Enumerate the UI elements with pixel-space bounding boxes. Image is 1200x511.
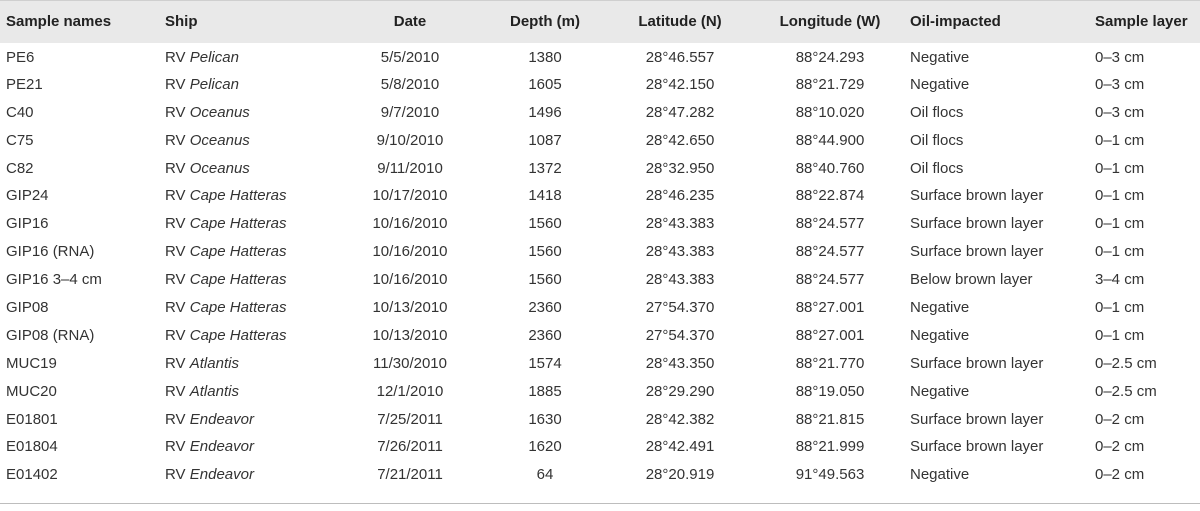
cell-sample-name: C82: [6, 159, 34, 177]
cell-oil-impacted: Surface brown layer: [910, 438, 1044, 456]
cell-oil-impacted: Surface brown layer: [910, 410, 1044, 428]
cell-depth: 1630: [528, 410, 562, 428]
cell-oil-impacted: Oil flocs: [910, 103, 964, 121]
ship-prefix: RV: [165, 326, 186, 344]
cell-date: 11/30/2010: [373, 354, 447, 372]
ship-prefix: RV: [165, 271, 186, 289]
cell-ship: [165, 154, 340, 182]
cell-latitude: 28°42.650: [645, 131, 715, 149]
cell-latitude: 28°20.919: [645, 466, 715, 484]
header-latitude: Latitude (N): [610, 1, 750, 43]
cell-latitude: 28°43.383: [645, 271, 715, 289]
cell-longitude: 88°21.815: [795, 410, 865, 428]
cell-depth: 1560: [528, 271, 562, 289]
cell-ship: [165, 98, 340, 126]
cell-sample-layer: 0–1 cm: [1095, 215, 1145, 233]
header-longitude: Longitude (W): [750, 1, 910, 43]
cell-sample-name: GIP08: [6, 298, 49, 316]
cell-ship: [165, 126, 340, 154]
cell-oil-impacted: Oil flocs: [910, 131, 964, 149]
cell-sample-name: E01801: [6, 410, 58, 428]
cell-sample-name: GIP16: [6, 215, 49, 233]
cell-depth: 1372: [528, 159, 562, 177]
cell-sample-layer: 0–2.5 cm: [1095, 382, 1157, 400]
cell-longitude: 88°24.293: [795, 49, 865, 67]
cell-oil-impacted: Negative: [910, 466, 970, 484]
ship-name: Endeavor: [189, 466, 254, 484]
cell-date: 7/25/2011: [377, 410, 443, 428]
ship-name: Oceanus: [189, 131, 250, 149]
cell-longitude: 88°21.729: [795, 75, 865, 93]
cell-oil-impacted: Negative: [910, 382, 970, 400]
cell-sample-layer: 0–3 cm: [1095, 103, 1145, 121]
cell-latitude: 28°47.282: [645, 103, 715, 121]
table-row: [0, 405, 1200, 433]
cell-ship: [165, 405, 340, 433]
header-sample-names: Sample names: [0, 1, 165, 43]
cell-latitude: 28°43.383: [645, 215, 715, 233]
ship-prefix: RV: [165, 187, 186, 205]
cell-sample-name: MUC19: [6, 354, 57, 372]
ship-prefix: RV: [165, 131, 186, 149]
cell-sample-layer: 0–2.5 cm: [1095, 354, 1157, 372]
table-body: [0, 43, 1200, 489]
cell-sample-name: PE21: [6, 75, 43, 93]
cell-ship: [165, 266, 340, 294]
table-row: [0, 210, 1200, 238]
cell-oil-impacted: Negative: [910, 49, 970, 67]
cell-sample-name: C40: [6, 103, 34, 121]
cell-oil-impacted: Negative: [910, 326, 970, 344]
cell-date: 10/13/2010: [372, 326, 448, 344]
cell-longitude: 88°40.760: [795, 159, 865, 177]
cell-date: 7/26/2011: [377, 438, 443, 456]
cell-depth: 1605: [528, 75, 562, 93]
cell-date: 12/1/2010: [376, 382, 444, 400]
cell-ship: [165, 433, 340, 461]
cell-ship: [165, 210, 340, 238]
cell-longitude: 88°24.577: [795, 243, 865, 261]
ship-name: Cape Hatteras: [189, 215, 287, 233]
table-row: [0, 154, 1200, 182]
cell-oil-impacted: Negative: [910, 298, 970, 316]
cell-date: 7/21/2011: [377, 466, 443, 484]
cell-latitude: 28°43.383: [645, 243, 715, 261]
ship-name: Oceanus: [189, 103, 250, 121]
table-bottom-rule: [0, 503, 1200, 504]
cell-latitude: 28°46.235: [645, 187, 715, 205]
cell-latitude: 27°54.370: [645, 326, 715, 344]
cell-depth: 1620: [528, 438, 562, 456]
cell-longitude: 88°21.999: [795, 438, 865, 456]
cell-ship: [165, 70, 340, 98]
cell-date: 10/17/2010: [372, 187, 448, 205]
cell-oil-impacted: Surface brown layer: [910, 187, 1044, 205]
ship-name: Pelican: [189, 49, 239, 67]
cell-latitude: 28°42.491: [645, 438, 715, 456]
cell-depth: 2360: [528, 298, 562, 316]
cell-depth: 64: [536, 466, 554, 484]
cell-sample-name: GIP16 3–4 cm: [6, 271, 102, 289]
ship-name: Endeavor: [189, 410, 254, 428]
ship-name: Endeavor: [189, 438, 254, 456]
cell-sample-layer: 0–1 cm: [1095, 187, 1145, 205]
cell-oil-impacted: Oil flocs: [910, 159, 964, 177]
cell-ship: [165, 43, 340, 71]
cell-ship: [165, 377, 340, 405]
cell-depth: 1574: [528, 354, 562, 372]
ship-name: Oceanus: [189, 159, 250, 177]
ship-prefix: RV: [165, 103, 186, 121]
cell-date: 10/16/2010: [372, 215, 448, 233]
table-row: [0, 349, 1200, 377]
ship-prefix: RV: [165, 466, 186, 484]
ship-name: Atlantis: [189, 382, 239, 400]
cell-latitude: 28°42.150: [645, 75, 715, 93]
cell-longitude: 88°21.770: [795, 354, 865, 372]
cell-latitude: 28°46.557: [645, 49, 715, 67]
cell-oil-impacted: Surface brown layer: [910, 215, 1044, 233]
ship-prefix: RV: [165, 159, 186, 177]
cell-longitude: 88°27.001: [795, 326, 865, 344]
cell-depth: 1885: [528, 382, 562, 400]
cell-latitude: 28°43.350: [645, 354, 715, 372]
cell-depth: 1087: [528, 131, 562, 149]
cell-oil-impacted: Surface brown layer: [910, 243, 1044, 261]
cell-longitude: 88°24.577: [795, 215, 865, 233]
cell-latitude: 28°42.382: [645, 410, 715, 428]
ship-name: Cape Hatteras: [189, 298, 287, 316]
ship-prefix: RV: [165, 75, 186, 93]
table-row: [0, 182, 1200, 210]
header-ship: Ship: [165, 1, 340, 43]
table-row: [0, 238, 1200, 266]
ship-prefix: RV: [165, 298, 186, 316]
cell-depth: 1560: [528, 215, 562, 233]
cell-date: 9/7/2010: [380, 103, 440, 121]
cell-longitude: 88°22.874: [795, 187, 865, 205]
cell-sample-name: GIP24: [6, 187, 49, 205]
table-row: [0, 377, 1200, 405]
cell-longitude: 88°19.050: [795, 382, 865, 400]
cell-ship: [165, 349, 340, 377]
header-sample-layer: Sample layer: [1095, 1, 1200, 43]
cell-sample-name: E01402: [6, 466, 58, 484]
table-row: [0, 126, 1200, 154]
cell-depth: 1380: [528, 49, 562, 67]
header-oil-impacted: Oil-impacted: [910, 1, 1095, 43]
cell-sample-layer: 0–2 cm: [1095, 410, 1145, 428]
cell-sample-name: GIP16 (RNA): [6, 243, 95, 261]
cell-sample-layer: 0–1 cm: [1095, 326, 1145, 344]
cell-sample-name: E01804: [6, 438, 58, 456]
cell-date: 10/13/2010: [372, 298, 448, 316]
ship-name: Cape Hatteras: [189, 187, 287, 205]
cell-depth: 2360: [528, 326, 562, 344]
ship-name: Cape Hatteras: [189, 243, 287, 261]
cell-ship: [165, 321, 340, 349]
cell-sample-name: MUC20: [6, 382, 57, 400]
cell-ship: [165, 294, 340, 322]
cell-longitude: 88°24.577: [795, 271, 865, 289]
ship-name: Atlantis: [189, 354, 239, 372]
cell-latitude: 28°29.290: [645, 382, 715, 400]
cell-sample-layer: 0–1 cm: [1095, 298, 1145, 316]
table-row: [0, 98, 1200, 126]
table-row: [0, 70, 1200, 98]
cell-longitude: 88°27.001: [795, 298, 865, 316]
cell-ship: [165, 238, 340, 266]
table-row: [0, 294, 1200, 322]
cell-sample-layer: 0–1 cm: [1095, 243, 1145, 261]
ship-prefix: RV: [165, 49, 186, 67]
ship-prefix: RV: [165, 382, 186, 400]
header-depth: Depth (m): [480, 1, 610, 43]
table-row: [0, 266, 1200, 294]
cell-longitude: 88°10.020: [795, 103, 865, 121]
ship-name: Cape Hatteras: [189, 271, 287, 289]
cell-ship: [165, 461, 340, 489]
table-row: [0, 43, 1200, 71]
cell-sample-name: C75: [6, 131, 34, 149]
cell-date: 9/11/2010: [377, 159, 443, 177]
header-date: Date: [340, 1, 480, 43]
ship-name: Pelican: [189, 75, 239, 93]
ship-name: Cape Hatteras: [189, 326, 287, 344]
cell-depth: 1496: [528, 103, 562, 121]
cell-depth: 1418: [528, 187, 562, 205]
cell-sample-name: GIP08 (RNA): [6, 326, 95, 344]
cell-sample-layer: 0–3 cm: [1095, 75, 1145, 93]
cell-oil-impacted: Negative: [910, 75, 970, 93]
cell-date: 5/8/2010: [380, 75, 440, 93]
cell-sample-layer: 0–3 cm: [1095, 49, 1145, 67]
cell-date: 10/16/2010: [372, 271, 448, 289]
ship-prefix: RV: [165, 438, 186, 456]
cell-sample-layer: 0–1 cm: [1095, 159, 1145, 177]
ship-prefix: RV: [165, 354, 186, 372]
cell-latitude: 28°32.950: [645, 159, 715, 177]
cell-longitude: 88°44.900: [795, 131, 865, 149]
table-row: [0, 433, 1200, 461]
cell-oil-impacted: Surface brown layer: [910, 354, 1044, 372]
ship-prefix: RV: [165, 215, 186, 233]
table-header-row: [0, 1, 1200, 43]
cell-sample-name: PE6: [6, 49, 35, 67]
cell-depth: 1560: [528, 243, 562, 261]
cell-date: 9/10/2010: [376, 131, 444, 149]
cell-sample-layer: 0–1 cm: [1095, 131, 1145, 149]
cell-latitude: 27°54.370: [645, 298, 715, 316]
table-row: [0, 461, 1200, 489]
ship-prefix: RV: [165, 410, 186, 428]
cell-longitude: 91°49.563: [795, 466, 865, 484]
cell-sample-layer: 3–4 cm: [1095, 271, 1145, 289]
cell-sample-layer: 0–2 cm: [1095, 466, 1145, 484]
cell-date: 10/16/2010: [372, 243, 448, 261]
cell-ship: [165, 182, 340, 210]
table-row: [0, 321, 1200, 349]
cell-oil-impacted: Below brown layer: [910, 271, 1033, 289]
cell-sample-layer: 0–2 cm: [1095, 438, 1145, 456]
ship-prefix: RV: [165, 243, 186, 261]
cell-date: 5/5/2010: [380, 49, 440, 67]
